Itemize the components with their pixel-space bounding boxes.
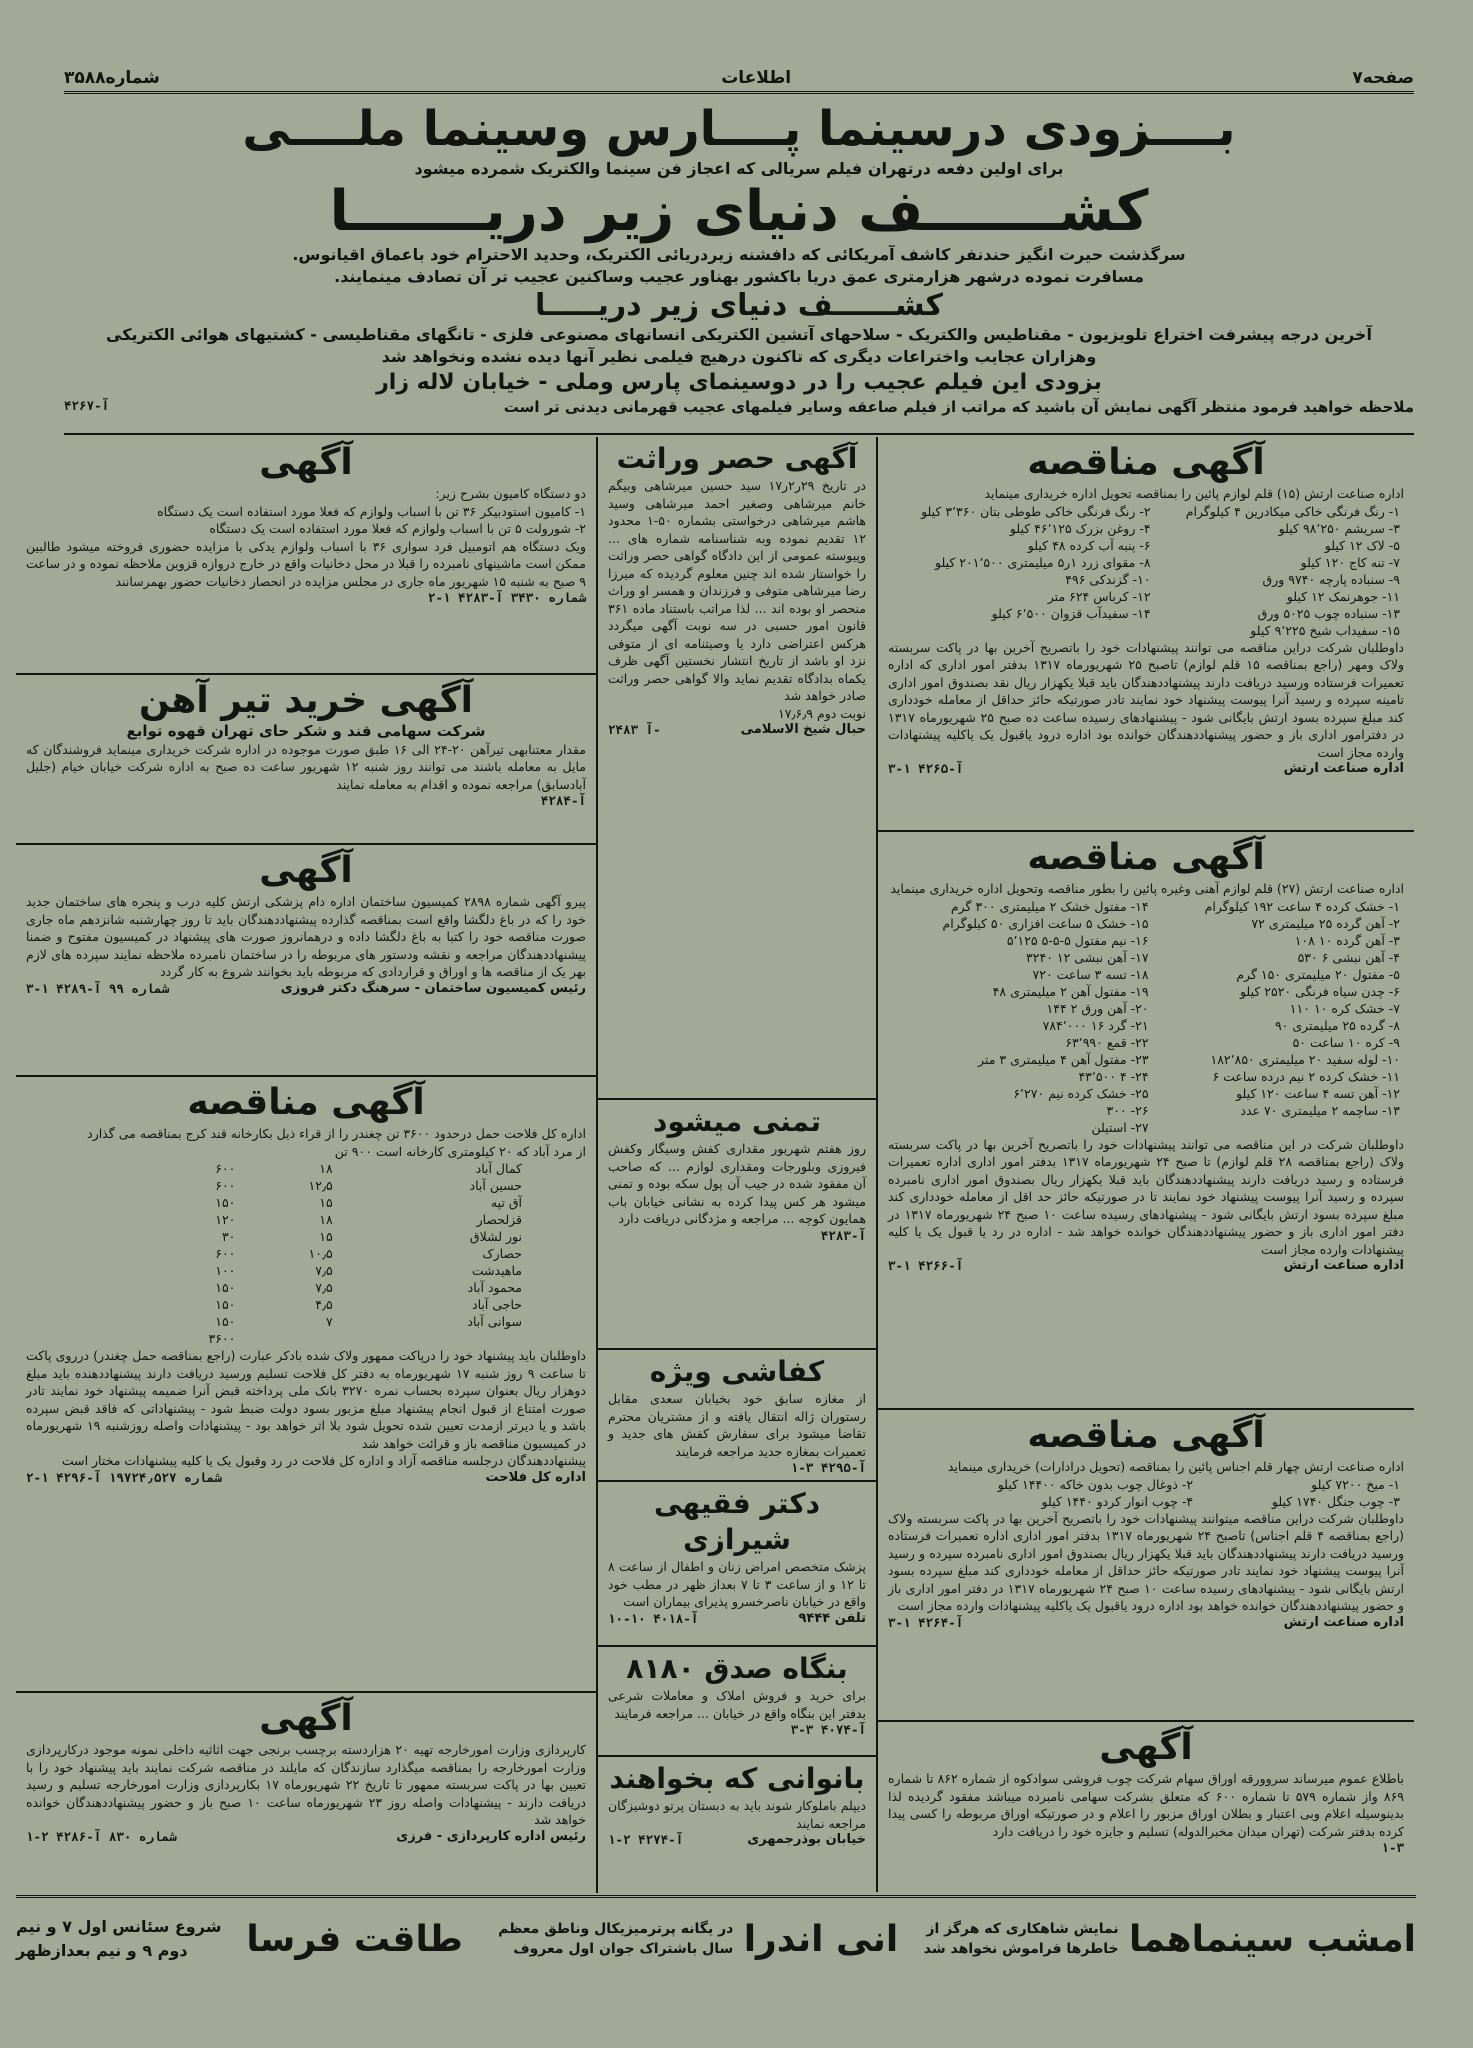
beet-transport-footer: پیشنهاددهندگان درجلسه مناقصه آزاد و اداره کل فلاحت در رد وقبول یک یا کلیه پیشنهادات مختار است [61,1453,586,1468]
masthead [64,64,1414,94]
paper-name: اطلاعات [721,67,792,88]
foreign-ministry-title: آگهی [259,1698,353,1739]
doctor-ad [598,1482,876,1647]
tender-2-ref: آ-۴۲۶۶ ۱-۳ [888,1258,964,1273]
ladies-address: خیابان بوذرجمهری [747,1832,866,1847]
foreign-ministry-ref: شماره ۸۳۰ آ-۴۲۸۶ ۲-۱ [26,1828,177,1844]
foreign-ministry-signature: رئیس اداره کارپردازی - فرزی [396,1828,586,1844]
tender-2-signature: اداره صناعت ارتش [1283,1258,1404,1273]
promo-features-1: آخرین درجه پیشرفت اختراع تلویزیون - مقناطیس والکتریک - سلاحهای آتشین الکتریکی انسانهای مصنوعی فلزی - تانگهای مقناطیسی - کشتیهای هوائی الکتریکی [106,325,1372,344]
table-row: ۱۱- جوهرنمک ۱۲ کیلو ۱۲- کرباس ۶۲۴ متر [1047,588,1400,604]
table-row: ۷- تنه کاج ۱۲۰ کیلو ۸- مقوای زرد ۱ر۵ میلیمتری ۲۰۱٬۵۰۰ کیلو [934,554,1400,570]
tender-1-body: داوطلبان شرکت دراین مناقصه می توانند پیشنهادات خود را باتصریح آخرین بها در پاکت سربسته ولاک ومهر (راجع بمناقصه ۱۵ قلم لوازم) تاصبح ۲۵ شهریورماه ۱۳۱۷ بدفتر امور اداری که اداره تعمیرات فرستاده ورسید دریافت دارند پیشنهاددهندگان باید قبلا یکهزار ریال نقد بصندوق امور اداری تامینه سپرده و رسید آنرا پیوست پیشنهاد خود نمایند تادر صورتیکه حائز حداقل از معامله خودداری کند مبلغ سپرده بسود ارتش بایگانی شود - پیشنهادهای رسیده ساعت ده صبح ۲۵ شهریورماه ۱۳۱۷ در دفترامور اداری باز و حضور پیشنهاددهندگان خوانده بود اداره درود یاقبول یک یاکلیه پیشنهادات وارده مجاز است [888,639,1405,760]
promo-film-title-2: کشــــــف دنیای زیر دریـــــا [535,288,943,323]
share-notice-title: آگهی [1099,1727,1193,1768]
table-row: ۴- آهن نبشی ۶ ۵۳۰ ۱۷- آهن نبشی ۱۲ ۳۲۴۰ [1026,949,1400,965]
foreign-ministry-body: کارپردازی وزارت امورخارجه تهیه ۲۰ هزاردسته برچسب برنجی جهت اثاثیه داخلی نمونه موجود درکارپردازی وزارت امورخارجه را بمناقصه میگذارد سازندگان که مایلند در مناقصه شرکت نمایند باید پیشنهاد خود را با تعیین بها در پاکت سربسته ممهور تا تاریخ ۲۲ شهریورماه ۱۷ بکارپردازی وزارت امورخارجه تسلیم و رسید دریافت دارند - پیشنهادات واصله روز ۲۳ شهریورماه ساعت ۱۰ صبح باز و حضور پیشنهاددهندگان خوانده خواهد شد [26,1742,587,1827]
table-row: ۶- چدن سیاه فرنگی ۲۵۲۰ کیلو ۱۹- مفتول آهن ۲ میلیمتری ۴۸ [992,983,1400,999]
doctor-title: دکتر فقیهی شیرازی [654,1487,820,1556]
tender-ad-2 [878,832,1414,1410]
vet-building-ref: شماره ۹۹ آ-۴۲۸۹ ۱-۳ [26,980,170,996]
tender-1-title: آگهی مناقصه [1027,442,1265,483]
table-row: حصارک ۱۰٫۵ ۶۰۰ [215,1246,522,1261]
tender-2-title: آگهی مناقصه [1027,837,1265,878]
tender-3-body: داوطلبان شرکت دراین مناقصه میتوانند پیشنهادات خود را باتصریح آخرین بها در پاکت سربسته ولاک (راجع بمناقصه ۴ قلم اجناس) تاصبح ۲۴ شهریورماه ۱۳۱۷ بدفتر امور اداری اداره تعمیرات فرستاده ورسید دریافت دارند پیشنهاددهندگان باید قبلا یکهزار ریال بصندوق امور اداری نامبرده سپرده و رسید آنرا پیوست پیشنهاد خود نمایند تادر صورتیکه حائز حداقل از معامله خودداری کند مبلغ سپرده بسود ارتش بایگانی شود - پیشنهادهای رسیده ساعت ۱۰ صبح ۲۴ شهریورماه ۱۳۱۷ در دفتر امور اداری باز و حضور پیشنهاددهندگان خوانده خواهد بود اداره درود یاقبول یک یاکلیه پیشنهادات وارده مجاز است [888,1510,1405,1613]
iron-purchase-title: آگهی خرید تیر آهن [138,680,474,721]
truck-auction-ref: شماره ۳۴۳۰ آ-۴۲۸۳ ۱-۲ [427,590,586,605]
inheritance-title: آگهی حصر وراثت [616,442,858,475]
share-notice-body: باطلاع عموم میرساند سروورقه اوراق سهام شرکت چوب فروشی سوادکوه از شماره ۸۶۲ تا شماره ۸۶۹ واز شماره ۵۷۹ تا شماره ۶۰۰ که متعلق بشرکت سهامی نامبرده میباشد مفقود گردیده لذا بدینوسیله اعلام وبی اعتبار و بطلان اوراق مزبور را اعلام و در صورتیکه اوراق مربوطه را کسی پیدا کرده بدفتر شرکت (تهران میدان مخبرالدوله) تسلیم و جایزه خود را دریافت دارد [888,1771,1405,1839]
table-row: آق تپه ۱۵ ۱۵۰ [215,1195,522,1210]
beet-transport-signature: اداره کل فلاحت [485,1469,586,1485]
middle-column [596,437,876,1893]
tender-3-intro: اداره صناعت ارتش چهار قلم اجناس پائین را بمناقصه (تحویل درادارات) خریداری مینماید [947,1459,1404,1474]
sadegh-body: برای خرید و فروش املاک و معاملات شرعی بدفتر این بنگاه واقع در خیابان ... مراجعه فرمایند [608,1688,866,1721]
table-row: ۲۷- استیلن [1091,1119,1149,1135]
promo-film-title: کشـــــــف دنیای زیر دریـــــــا [329,179,1149,244]
beet-transport-lead: از مرد آباد که ۲۰ کیلومتری کارخانه است ۹۰۰ تن [334,1143,586,1159]
request-ref-row [608,1228,866,1243]
table-row: سوانی آباد ۷ ۱۵۰ [215,1314,522,1329]
table-row: ۳- آهن گرده ۱۰ ۱۰۸ ۱۶- نیم مفتول ۵-۵-۵ ۵٬۱۲۵ [1006,932,1400,948]
right-column [876,437,1414,1892]
tender-3-items [888,1476,1404,1510]
shoe-shop-title: کفاشی ویژه [649,1355,825,1388]
tender-3-signature-row [888,1615,1404,1630]
truck-auction-line-1: ۱- کامیون استودبیکر ۳۶ تن با اسباب ولوازم که فعلا مورد استفاده است یک دستگاه [157,503,586,519]
inheritance-signature: حبال شیخ الاسلامی [740,722,866,737]
share-notice [878,1722,1414,1892]
iron-purchase-ref-row [26,793,586,808]
iron-purchase-ref: آ-۴۲۸۴ [540,793,586,808]
request-title: تمنی میشود [653,1105,821,1138]
beet-village-table [134,1160,526,1347]
left-column [16,437,596,1893]
tender-1-signature: اداره صناعت ارتش [1283,761,1404,776]
table-row: ۱- خشک کرده ۴ ساعت ۱۹۲ کیلوگرام ۱۴- مفتول خشک ۲ میلیمتری ۳۰۰ گرم [950,898,1400,914]
table-total-row [134,1330,526,1347]
vet-building-title: آگهی [259,850,353,891]
beet-transport-title: آگهی مناقصه [187,1082,425,1123]
shoe-shop-body: از مغازه سابق خود بخیابان سعدی مقابل رستوران ژاله انتقال یافته و از مشتریان محترم تقاضا میشود برای سفارش کفش های جدید و تعمیرات بمغازه جدید مراجعه فرمایند [608,1391,866,1459]
beet-transport-intro: اداره کل فلاحت حمل درحدود ۳۶۰۰ تن چغندر را از قراء ذیل بکارخانه قند کرج بمناقصه می گذارد [87,1126,586,1141]
table-row: ۵- لاک ۱۲ کیلو ۶- پنبه آب کرده ۴۸ کیلو [1027,537,1400,553]
sadegh-ref-row [608,1722,866,1737]
tender-2-body: داوطلبان شرکت در این مناقصه می توانند پیشنهادات خود را باتصریح آخرین بها در پاکت سربسته ولاک (راجع بمناقصه ۲۸ قلم لوازم) تا صبح ۲۴ شهریورماه ۱۳۱۷ بدفتر امور اداری اداره تعمیرات فرستاده و رسید دریافت دارند پیشنهاددهندگان باید قبلا یکهزار ریال بصندوق امور اداری نامبرده سپرده و رسید آنرا پیوست پیشنهاد خود نمایند تا در صورتیکه حائز حد اقل از معامله خودداری کند مبلغ سپرده بسود ارتش بایگانی شود - پیشنهادهای رسیده ساعت ۱۰ صبح ۲۴ شهریورماه ۱۳۱۷ در دفتر امور اداری باز و حضور پیشنهاددهندگان خوانده خواهد شد - اداره در رد یا قبول یک یا کلیه پیشنهادات وارده مجاز است [888,1136,1405,1257]
table-row: ماهیدشت ۷٫۵ ۱۰۰ [215,1263,522,1278]
promo-desc-1: سرگذشت حیرت انگیز حندنفر کاشف آمریکائی که دافشنه زیردریائی الکتریک، وحدید الاحترام خود باعماق اقیانوس. [292,245,1186,264]
foreign-ministry-signature-row [26,1829,586,1844]
doctor-phone: تلفن ۹۴۴۴ [798,1610,866,1626]
request-body: روز هفتم شهریور مقداری کفش وسیگار وکفش فیروزی وبلورجات ومقداری لوازم ... که صاحب آن مفقود شده در جیب آن پول سکه بوده و تمنی میشود هر کس پیدا کرده به نشانی خیابان باب همایون کوچه ... مراجعه و مژدگانی دریافت دارد [608,1141,866,1226]
table-row: قزلحصار ۱۸ ۱۲۰ [215,1212,522,1227]
promo-subline: برای اولین دفعه درتهران فیلم سریالی که اعجاز فن سینما والکتریک شمرده میشود [414,159,1064,178]
table-row: ۱۱- خشک کرده ۲ نیم درده ساعت ۶ ۲۴- ۴ ۴۳٬۵۰۰ [1078,1068,1400,1084]
vet-building-signature: رئیس کمیسیون ساختمان - سرهنگ دکتر فروزی [280,980,586,996]
ladies-body: دیپلم باملوکار شوند باید به دبستان پرتو دوشیزگان مراجعه نمایند [608,1798,866,1831]
ladies-ad [598,1757,876,1893]
iron-purchase-body: مقدار معتنابهی تیرآهن ۲۰-۲۴ الی ۱۶ طبق صورت موجوده در اداره شرکت خریداری مینماید فروشندگان که مایل به معامله باشند می توانند روز شنبه ۱۲ شهریور ساعت ده صبح به اداره شرکت خیابان خیام (جلیل آبادسابق) مراجعه نموده و اقدام به معامله نمایند [26,741,586,792]
table-row: ۲- آهن گرده ۲۵ میلیمتری ۷۲ ۱۵- خشک ۵ ساعت افزاری ۵۰ کیلوگرام [942,915,1400,931]
cinema-homa-banner [16,1895,1416,1980]
banner-schedule: شروع سئانس اول ۷ و نیم دوم ۹ و نیم بعدازظهر [16,1917,222,1960]
promo-ref: آ-۴۲۶۷ [64,398,110,413]
tender-2-intro: اداره صناعت ارتش (۲۷) قلم لوازم آهنی وغیره پائین را بطور مناقصه وتحویل اداره خریداری مینماید [890,881,1404,896]
table-row: کمال آباد ۱۸ ۶۰۰ [215,1161,522,1176]
shoe-shop-ref: آ-۴۲۹۵ ۳-۱ [790,1460,866,1475]
tender-2-items [888,898,1404,1136]
vet-building-ad [16,845,596,1077]
vet-building-signature-row [26,981,586,996]
inheritance-body: در تاریخ ۲۹ر۲ر۱۷ سید حسین میرشاهی وبیگم خانم میرشاهی وصغیر احمد میرشاهی وسید هاشم میرشاهی درخواستی بشماره ۵۰-۱ محدود ۱۲ تقدیم نموده وبه شناسنامه شماره های ... وپیوسته عمومی از این دادگاه گواهی حصر وراثت را خواستار شده اند چنین معلوم گردیده که میرزا رضا میرشاهی متوفی و فرزندان و همسر او وراث منحصر او بوده اند ... لذا مراتب باستناد ماده ۳۶۱ قانون امور حسبی در سه نوبت آگهی میگردد هرکس اعتراضی دارد یا وصیتنامه ای از متوفی نزد او باشد از تاریخ انتشار نخستین آگهی ظرف یکماه بدادگاه تقدیم نماید والا گواهی حصر وراثت صادر خواهد شد [608,478,867,703]
inheritance-ad [598,437,876,1100]
ladies-address-row [608,1832,866,1847]
table-row: ۱- رنگ فرنگی خاکی میکادرین ۴ کیلوگرام ۲- رنگ فرنگی خاکی طوطی بتان ۳٬۳۶۰ کیلو [921,503,1400,519]
tender-1-intro: اداره صناعت ارتش (۱۵) قلم لوازم پائین را بمناقصه تحویل اداره خریداری مینماید [984,486,1404,501]
doctor-body: پزشک متخصص امراض زنان و اطفال از ساعت ۸ تا ۱۲ و از ساعت ۳ تا ۷ بعداز ظهر در مطب خود واقع در خیابان ناصرخسرو پذیرای بیماران است [608,1559,866,1609]
tender-3-title: آگهی مناقصه [1027,1415,1265,1456]
beet-transport-ad [16,1077,596,1693]
truck-auction-line-2: ۲- شورولت ۵ تن با اسباب ولوازم که فعلا مورد استفاده است یک دستگاه [209,521,586,536]
truck-auction-title: آگهی [259,442,353,483]
tender-3-signature: اداره صناعت ارتش [1283,1614,1404,1630]
tender-3-ref: آ-۴۲۶۴ ۱-۳ [888,1614,964,1630]
truck-auction-body: ویک دستگاه هم اتومبیل فرد سواری ۳۶ با اسباب ولوازم یدکی با مزایده حضوری فروخته میشود طالبین ممکن است ماشینهای نامبرده را قبلا در محل دخانیات واقع در خارج دروازه قزوین ملاحظه نموده و در ساعت ۹ صبح به شنبه ۱۵ شهریور ماه جاری در مجلس مزایده در انحصار دخانیات حضور بهمرسانند [26,538,586,589]
banner-tonight: امشب سینماهما [1129,1918,1416,1960]
promo-footer [64,398,1414,416]
inheritance-date: نوبت دوم ۱۷٫۶٫۹ [778,705,866,721]
beet-transport-signature-row [26,1470,586,1485]
beet-transport-ref: شماره ۱۹۷۲۴٫۵۲۷ آ-۴۲۹۶ ۱-۲ [26,1469,222,1485]
request-ref: آ-۴۲۸۳ [820,1227,866,1243]
page-number: صفحه۷ [1352,67,1414,88]
sadegh-ref: آ-۴۰۷۴ ۳-۳ [790,1722,866,1737]
film-promo [64,100,1414,435]
table-row: ۷- خشک کره ۱۰ ۱۱۰ ۲۰- آهن ورق ۲ ۱۴۴ [1046,1000,1400,1016]
beet-transport-body: داوطلبان باید پیشنهاد خود را درپاکت ممهور ولاک شده بادکر عبارت (راجع بمناقصه حمل چغندر) درروی پاکت تا ساعت ۹ روز شنبه ۱۷ شهریورماه به دفتر کل فلاحت تسلیم ورسید دریافت دارند پیشنهاددهنده باید مبلغ دوهزار ریال بعنوان سپرده بحساب نمره ۳۲۷۰ بانک ملی پرداخته قبض آنرا ضمیمه پیشنهاد خود نمایند تادر صورت امتناع از قبول انجام پیشنهاد مبلغ مزبور بسود دولت ضبط شود - پیشنهاداتی که فاقد قبض سپرده باشد و یا دیرتر ازمدت تعیین شده تحویل شود بلا اثر خواهد بود - پیشنهادات واصله روزشنبه ۱۹ شهریورماه در کمیسیون مناقصه باز و قرائت خواهد شد [26,1348,587,1451]
banner-cast: در یگانه پرترمیزیکال وناطق معظم سال باشتراک جوان اول معروف [498,1921,734,1957]
table-row: ۱۲- آهن تسه ۴ ساعت ۱۲۰ کیلو ۲۵- خشک کرده نیم ۶٬۲۷۰ [1013,1085,1400,1101]
table-row: ۹- کره ۱۰ ساعت ۵۰ ۲۲- قمع ۶۳٬۹۹۰ [1065,1034,1400,1050]
promo-desc-2: مسافرت نموده درشهر هزارمتری عمق دریا باکشور بهناور عجیب وساکنین عجیب تر آن تصادف مینمایند. [334,267,1144,286]
table-row: ۳- چوب جنگل ۱۷۴۰ کیلو ۴- چوب انوار کردو ۱۴۴۰ کیلو [1041,1493,1400,1509]
truck-auction-intro: دو دستگاه کامیون بشرح زیر: [435,486,586,501]
inheritance-ref: ۲۴۸۳ آ- [608,722,661,737]
table-row: ۳- سریشم ۹۸٬۲۵۰ کیلو ۴- روغن بزرک ۴۶٬۱۲۵ کیلو [1009,520,1400,536]
banner-taqat: طاقت فرسا [246,1918,463,1960]
iron-purchase-subtitle: شرکت سهامی قند و شکر حای تهران قهوه توابع [126,722,486,740]
beet-total: ۳۶۰۰ [208,1331,236,1346]
promo-footer-note: ملاحظه خواهید فرمود منتظر آگهی نمایش آن باشید که مراتب از فیلم صاعقه وسایر فیلمهای عجیب قهرمانی دیدنی تر است [503,398,1414,416]
table-row: ۱۳- سنباده چوب ۵۰۲۵ ورق ۱۴- سفیدآب قزوان ۶٬۵۰۰ کیلو [991,605,1400,621]
table-row: نور لشلاق ۱۵ ۳۰ [221,1229,522,1244]
shoe-shop-ad [598,1350,876,1482]
banner-film-title: انی اندرا [743,1918,899,1960]
truck-auction-ad [16,437,596,675]
table-row: محمود آباد ۷٫۵ ۱۵۰ [215,1280,522,1295]
doctor-phone-row [608,1611,866,1626]
issue-number: شماره۳۵۸۸ [64,67,160,88]
share-notice-ref: ۱-۳ [1381,1840,1404,1855]
share-notice-ref-row [888,1840,1404,1855]
table-row: ۵- مفتول ۲۰ میلیمتری ۱۵۰ گرم ۱۸- تسه ۳ ساعت ۷۲۰ [1032,966,1400,982]
table-row: ۱۵- سفیداب شیخ ۹٬۲۲۵ کیلو [1250,622,1400,638]
table-row: حسین آباد ۱۲٫۵ ۶۰۰ [215,1178,522,1193]
promo-features-2: وهزاران عجایب واختراعات دیگری که تاکنون درهیچ فیلمی نظیر آنها دیده نشده ونخواهد شد [381,347,1097,366]
shoe-shop-ref-row [608,1460,866,1475]
inheritance-signature-row [608,722,866,737]
foreign-ministry-ad [16,1693,596,1893]
sadegh-agency-ad [598,1647,876,1757]
tender-ad-1 [878,437,1414,832]
table-row: ۱۳- ساچمه ۲ میلیمتری ۷۰ عدد ۲۶- ۳۰۰ [1106,1102,1400,1118]
promo-lalehzar: بزودی این فیلم عجیب را در دوسینمای پارس وملی - خیابان لاله زار [376,370,1102,395]
banner-show-text: نمایش شاهکاری که هرگز از خاطرها فراموش نخواهد شد [923,1921,1119,1957]
table-row: ۱۰- لوله سفید ۲۰ میلیمتری ۱۸۲٬۸۵۰ ۲۳- مفتول آهن ۴ میلیمتری ۳ متر [978,1051,1400,1067]
tender-ad-3 [878,1410,1414,1722]
tender-1-items [888,503,1404,639]
table-row: حاجی آباد ۴٫۵ ۱۵۰ [215,1297,522,1312]
vet-building-body: پیرو آگهی شماره ۲۸۹۸ کمیسیون ساختمان اداره دام پزشکی ارتش کلیه درب و پنجره های ساختمان جدید خود را که در باغ دلگشا واقع است بمناقصه گذارده پیشنهاددهندگان باید تا روز چهارشنبه شانزدهم ماه جاری صورت مناقصه خود را کتبا به باغ دلگشا داده و درهمانروز صورت های پیشنهاد در کمیسیون مفتوح و ضمنا پیشنهاددهندگان مراجعه و نقشه ودستور های مربوطه را در ساختمان نامبرده ملاحظه نمایند سپرده های لازم بهر یک از مناقصه ها و اوراق و قراردادی که مربوطه باید بخوانند شروع به کار گردد [26,894,586,979]
tender-1-ref: آ-۴۲۶۵ ۱-۳ [888,761,964,776]
table-row: ۸- گرده ۲۵ میلیمتری ۹۰ ۲۱- گرد ۱۶ ۷۸۴٬۰۰۰ [1042,1017,1400,1033]
iron-purchase-ad [16,675,596,845]
truck-auction-ref-row [26,590,586,605]
tender-1-signature-row [888,761,1404,776]
tender-2-signature-row [888,1258,1404,1273]
ladies-ref: آ-۴۲۷۴ ۲-۱ [608,1832,684,1847]
sadegh-title: بنگاه صدق ۸۱۸۰ [626,1652,848,1685]
promo-headline: بــــزودی درسینما پــــارس وسینما ملــــی [242,101,1236,157]
doctor-ref: آ-۴۰۱۸ ۱۰-۱۰ [608,1610,699,1626]
table-row: ۱- میخ ۷۲۰۰ کیلو ۲- ذوغال چوب بدون خاکه ۱۴۴۰۰ کیلو [997,1476,1400,1492]
request-ad [598,1100,876,1350]
ladies-title: بانوانی که بخواهند [609,1762,865,1795]
table-row: ۹- سنباده پارچه ۹۷۴۰ ورق ۱۰- گزندکی ۴۹۶ [1065,571,1400,587]
